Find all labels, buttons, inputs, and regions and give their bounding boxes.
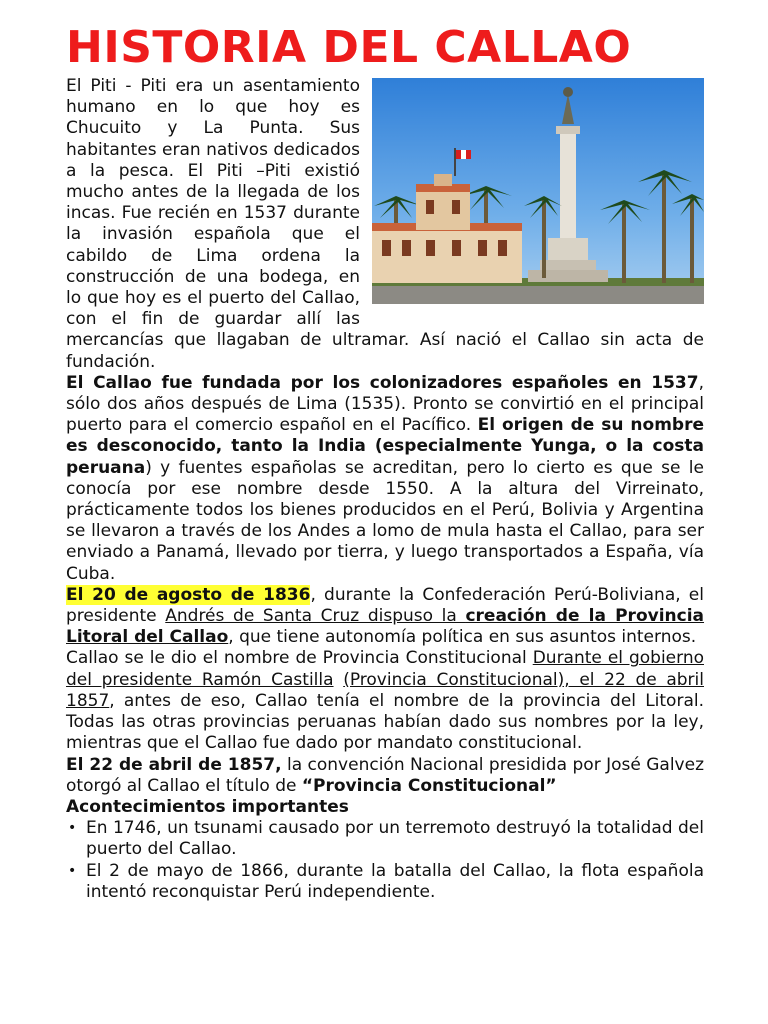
spacer-text (334, 670, 344, 690)
paragraph-1857 (66, 755, 704, 797)
foundation-bold-statement: El Callao fue fundada por los colonizadores españoles en 1537 (66, 372, 699, 393)
paragraph-constitutional (66, 648, 704, 754)
date-1857-underlined: (Provincia Constitucional), el 22 de abril 1857 (66, 669, 704, 711)
events-list (66, 818, 704, 903)
name-origin-bold: El origen de su nombre es desconocido, tanto la India (especialmente Yunga, o la costa peruana (66, 415, 704, 478)
convention-text: la convención Nacional presidida por José Galvez otorgó al Callao el título de (66, 754, 704, 796)
castilla-underlined: Durante el gobierno del presidente Ramón Castilla (66, 648, 704, 690)
list-item: • En 1746, un tsunami causado por un terremoto destruyó la totalidad del puerto del Callao. (86, 818, 704, 860)
constitutional-text: , antes de eso, Callao tenía el nombre de la provincia del Litoral. Todas las otras provincias peruanas habían dado sus nombres por la ley, mientras que el Callao fue dado por mandato constitucional. (66, 690, 704, 754)
paragraph-foundation (66, 373, 704, 585)
autonomy-text: , que tiene autonomía política en sus asuntos internos. (228, 627, 697, 648)
viceroyalty-text: ) y fuentes españolas se acreditan, pero lo cierto es que se le conocía por ese nombre desde 1550. A la altura del Virreinato, prácticamente todos los bienes producidos en el Perú, Bolivia y Argentina se llevaron a través de los Andes a lomo de mula hasta el Callao, para ser enviado a Panamá, llevado por tierra, y luego transportados a España, vía Cuba. (66, 457, 704, 584)
list-item: • El 2 de mayo de 1866, durante la batalla del Callao, la flota española intentó reconquistar Perú independiente. (86, 861, 704, 903)
events-heading: Acontecimientos importantes (66, 796, 349, 817)
paragraph-1836 (66, 585, 704, 649)
confederation-text: , durante la Confederación Perú-Boliviana, el presidente (66, 584, 704, 627)
highlighted-date-1836: El 20 de agosto de 1836 (66, 584, 311, 605)
monument-plaza-photo (372, 78, 704, 304)
page-title: HISTORIA DEL CALLAO (66, 22, 632, 73)
litoral-province-bold-underlined: creación de la Provincia Litoral del Callao (66, 606, 705, 648)
santa-cruz-underlined: Andrés de Santa Cruz dispuso la (165, 606, 466, 627)
provincia-constitucional-bold: “Provincia Constitucional” (301, 775, 557, 796)
article-body (66, 76, 704, 903)
foundation-text: , sólo dos años después de Lima (1535). Pronto se convirtió en el principal puerto para el comercio español en el Pacífico. (66, 372, 704, 436)
paragraph-origin: El Piti - Piti era un asentamiento humano en lo que hoy es Chucuito y La Punta. Sus habitantes eran nativos dedicados a la pesca. El Piti –Piti existió mucho antes de la llegada de los incas. Fue recién en 1537 durante la invasión española que el cabildo de Lima ordena la construcción de una bodega, en lo que hoy es el puerto del Callao, con el fin de guardar allí las mercancías que llagaban de ultramar. Así nació el Callao sin acta de fundación. (66, 76, 704, 372)
constitutional-intro: Callao se le dio el nombre de Provincia Constitucional (66, 648, 533, 669)
date-1857-bold: El 22 de abril de 1857, (66, 754, 282, 775)
